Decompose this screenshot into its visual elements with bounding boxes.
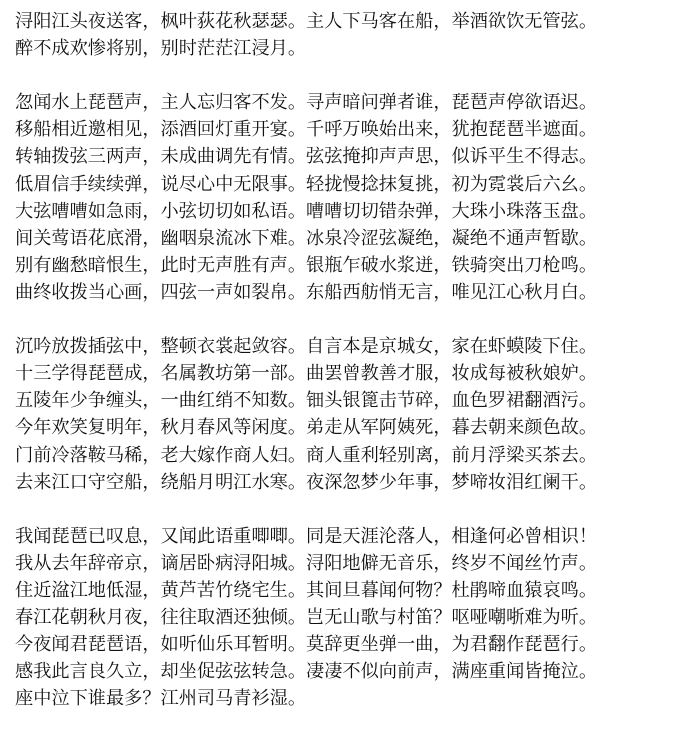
poem-line: 忽闻水上琵琶声，主人忘归客不发。寻声暗问弹者谁，琵琶声停欲语迟。 [15,92,598,114]
poem-line: 曲终收拨当心画，四弦一声如裂帛。东船西舫悄无言，唯见江心秋月白。 [15,281,598,303]
poem-line: 我从去年辞帝京，谪居卧病浔阳城。浔阳地僻无音乐，终岁不闻丝竹声。 [15,552,598,574]
poem-line: 我闻琵琶已叹息，又闻此语重唧唧。同是天涯沦落人，相逢何必曾相识！ [15,525,598,547]
poem-line: 门前冷落鞍马稀，老大嫁作商人妇。商人重利轻别离，前月浮梁买茶去。 [15,444,598,466]
poem-line: 浔阳江头夜送客，枫叶荻花秋瑟瑟。主人下马客在船，举酒欲饮无管弦。 [15,11,598,32]
poem-line: 五陵年少争缠头，一曲红绡不知数。钿头银篦击节碎，血色罗裙翻酒污。 [15,390,598,412]
poem-line: 今年欢笑复明年，秋月春风等闲度。弟走从军阿姨死，暮去朝来颜色故。 [15,417,598,439]
poem-line: 间关莺语花底滑，幽咽泉流冰下难。冰泉冷涩弦凝绝，凝绝不通声暂歇。 [15,227,598,249]
stanza-divider [15,306,675,333]
stanza-divider [15,62,675,89]
poem-line: 座中泣下谁最多？江州司马青衫湿。 [15,688,307,710]
poem-line: 转轴拨弦三两声，未成曲调先有情。弦弦掩抑声声思，似诉平生不得志。 [15,146,598,168]
poem-line: 住近湓江地低湿，黄芦苦竹绕宅生。其间旦暮闻何物？杜鹃啼血猿哀鸣。 [15,579,598,601]
poem-line: 大弦嘈嘈如急雨，小弦切切如私语。嘈嘈切切错杂弹，大珠小珠落玉盘。 [15,200,598,222]
poem-line: 别有幽愁暗恨生，此时无声胜有声。银瓶乍破水浆迸，铁骑突出刀枪鸣。 [15,254,598,276]
poem-line: 低眉信手续续弹，说尽心中无限事。轻拢慢捻抹复挑，初为霓裳后六幺。 [15,173,598,195]
stanza-3 [15,333,675,496]
poem-line: 今夜闻君琵琶语，如听仙乐耳暂明。莫辞更坐弹一曲，为君翻作琵琶行。 [15,634,598,656]
poem-line: 去来江口守空船，绕船月明江水寒。夜深忽梦少年事，梦啼妆泪红阑干。 [15,471,598,493]
poem-line: 十三学得琵琶成，名属教坊第一部。曲罢曾教善才服，妆成每被秋娘妒。 [15,363,598,385]
poem-line: 感我此言良久立，却坐促弦弦转急。凄凄不似向前声，满座重闻皆掩泣。 [15,661,598,683]
poem-line: 春江花朝秋月夜，往往取酒还独倾。岂无山歌与村笛？呕哑嘲哳难为听。 [15,607,598,629]
stanza-4 [15,523,675,713]
stanza-divider [15,496,675,523]
poem-line: 醉不成欢惨将别，别时茫茫江浸月。 [15,38,307,60]
poem-line: 移船相近邀相见，添酒回灯重开宴。千呼万唤始出来，犹抱琵琶半遮面。 [15,119,598,141]
poem-line: 沉吟放拨插弦中，整顿衣裳起敛容。自言本是京城女，家在虾蟆陵下住。 [15,336,598,358]
stanza-2 [15,89,675,306]
stanza-1 [15,8,675,62]
poem-text [15,8,675,712]
